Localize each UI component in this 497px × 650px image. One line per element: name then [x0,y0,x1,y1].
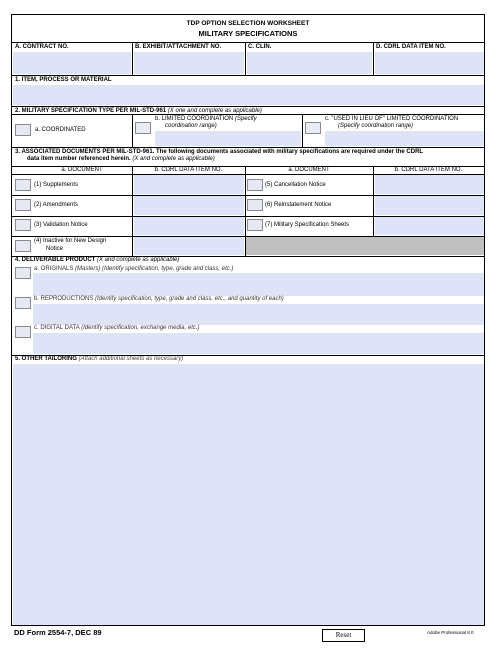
form-number: DD Form 2554-7, DEC 89 [14,628,102,637]
reproductions-checkbox[interactable] [15,297,31,309]
supplements-checkbox[interactable] [15,179,31,191]
item-process-label: 1. ITEM, PROCESS OR MATERIAL [15,77,112,83]
form-body [11,14,485,626]
exhibit-no-label: B. EXHIBIT/ATTACHMENT NO. [135,44,222,50]
validation-notice-label: (3) Validation Notice [34,222,88,228]
col-cdrl-b2: b. CDRL DATA ITEM NO. [394,167,463,173]
clin-label: C. CLIN. [248,44,272,50]
originals-checkbox[interactable] [15,267,31,279]
digital-data-label: c. DIGITAL DATA (Identify specification, exchange media, etc.) [34,325,200,331]
clin-field[interactable] [247,52,372,74]
reproductions-label: b. REPRODUCTIONS (Identify specification, type, grade and class, etc., and quantity of each) [34,296,284,302]
used-in-lieu-of-range-field[interactable] [325,131,484,146]
item-process-field[interactable] [13,85,484,105]
form-title: TDP OPTION SELECTION WORKSHEET [186,20,310,27]
cancellation-notice-label: (5) Cancellation Notice [265,182,326,188]
supplements-label: (1) Supplements [34,182,79,188]
inactive-notice-cdrl-field[interactable] [134,237,244,255]
cdrl-item-field[interactable] [375,52,484,74]
reset-button[interactable]: Reset [322,629,365,642]
digital-data-checkbox[interactable] [15,326,31,338]
cdrl-item-label: D. CDRL DATA ITEM NO. [376,44,446,50]
col-document-a: a. DOCUMENT [61,167,103,173]
associated-docs-heading: 3. ASSOCIATED DOCUMENTS PER MIL-STD-961. The following documents associated with military specifications are required under the CDRL [15,149,424,155]
other-tailoring-label: 5. OTHER TAILORING (Attach additional sheets as necessary) [15,356,184,362]
originals-field[interactable] [33,273,484,296]
col-document-a2: a. DOCUMENT [288,167,330,173]
spec-sheets-label: (7) Military Specification Sheets [265,222,350,228]
validation-notice-checkbox[interactable] [15,219,31,231]
unused-shaded-cell [246,237,484,255]
contract-no-field[interactable] [13,52,131,74]
form-subtitle: MILITARY SPECIFICATIONS [198,29,298,38]
inactive-notice-label-2: Notice [46,246,64,252]
limited-coordination-checkbox[interactable] [135,122,151,134]
used-in-lieu-of-checkbox[interactable] [305,122,321,134]
col-cdrl-b: b. CDRL DATA ITEM NO. [154,167,223,173]
amendments-checkbox[interactable] [15,199,31,211]
used-in-lieu-of-label: c. "USED IN LIEU OF" LIMITED COORDINATION [325,116,459,122]
amendments-label: (2) Amendments [34,202,79,208]
deliverable-product-label: 4. DELIVERABLE PRODUCT (X and complete as applicable) [15,257,180,263]
associated-docs-subheading: data item number referenced herein. (X and complete as applicable) [27,156,215,162]
producer-note: Adobe Professional 8.0 [427,630,474,635]
spec-sheets-checkbox[interactable] [247,219,263,231]
digital-data-field[interactable] [33,333,484,354]
contract-no-label: A. CONTRACT NO. [15,44,69,50]
coordinated-checkbox[interactable] [15,124,31,136]
inactive-notice-checkbox[interactable] [15,240,31,252]
validation-notice-cdrl-field[interactable] [134,217,244,235]
limited-coordination-range-field[interactable] [155,131,301,146]
supplements-cdrl-field[interactable] [134,175,244,194]
limited-coordination-range-note: coordination range) [165,123,217,129]
exhibit-no-field[interactable] [134,52,244,74]
limited-coordination-label: b. LIMITED COORDINATION (Specify [155,116,257,122]
cancellation-notice-checkbox[interactable] [247,179,263,191]
amendments-cdrl-field[interactable] [134,196,244,215]
used-in-lieu-of-range-note: (Specify coordination range) [338,123,414,129]
spec-sheets-cdrl-field[interactable] [375,217,484,235]
reinstatement-notice-label: (6) Reinstatement Notice [265,202,332,208]
coordinated-label: a. COORDINATED [35,127,86,133]
cancellation-notice-cdrl-field[interactable] [375,175,484,194]
reinstatement-notice-cdrl-field[interactable] [375,196,484,215]
originals-label: a. ORIGINALS (Masters) (Identify specification, type, grade and class, etc.) [34,266,234,272]
spec-type-label: 2. MILITARY SPECIFICATION TYPE PER MIL-STD-961 (X one and complete as applicable) [15,108,262,114]
other-tailoring-field[interactable] [13,364,484,625]
inactive-notice-label: (4) Inactive for New Design [34,238,107,244]
reproductions-field[interactable] [33,304,484,325]
reinstatement-notice-checkbox[interactable] [247,199,263,211]
